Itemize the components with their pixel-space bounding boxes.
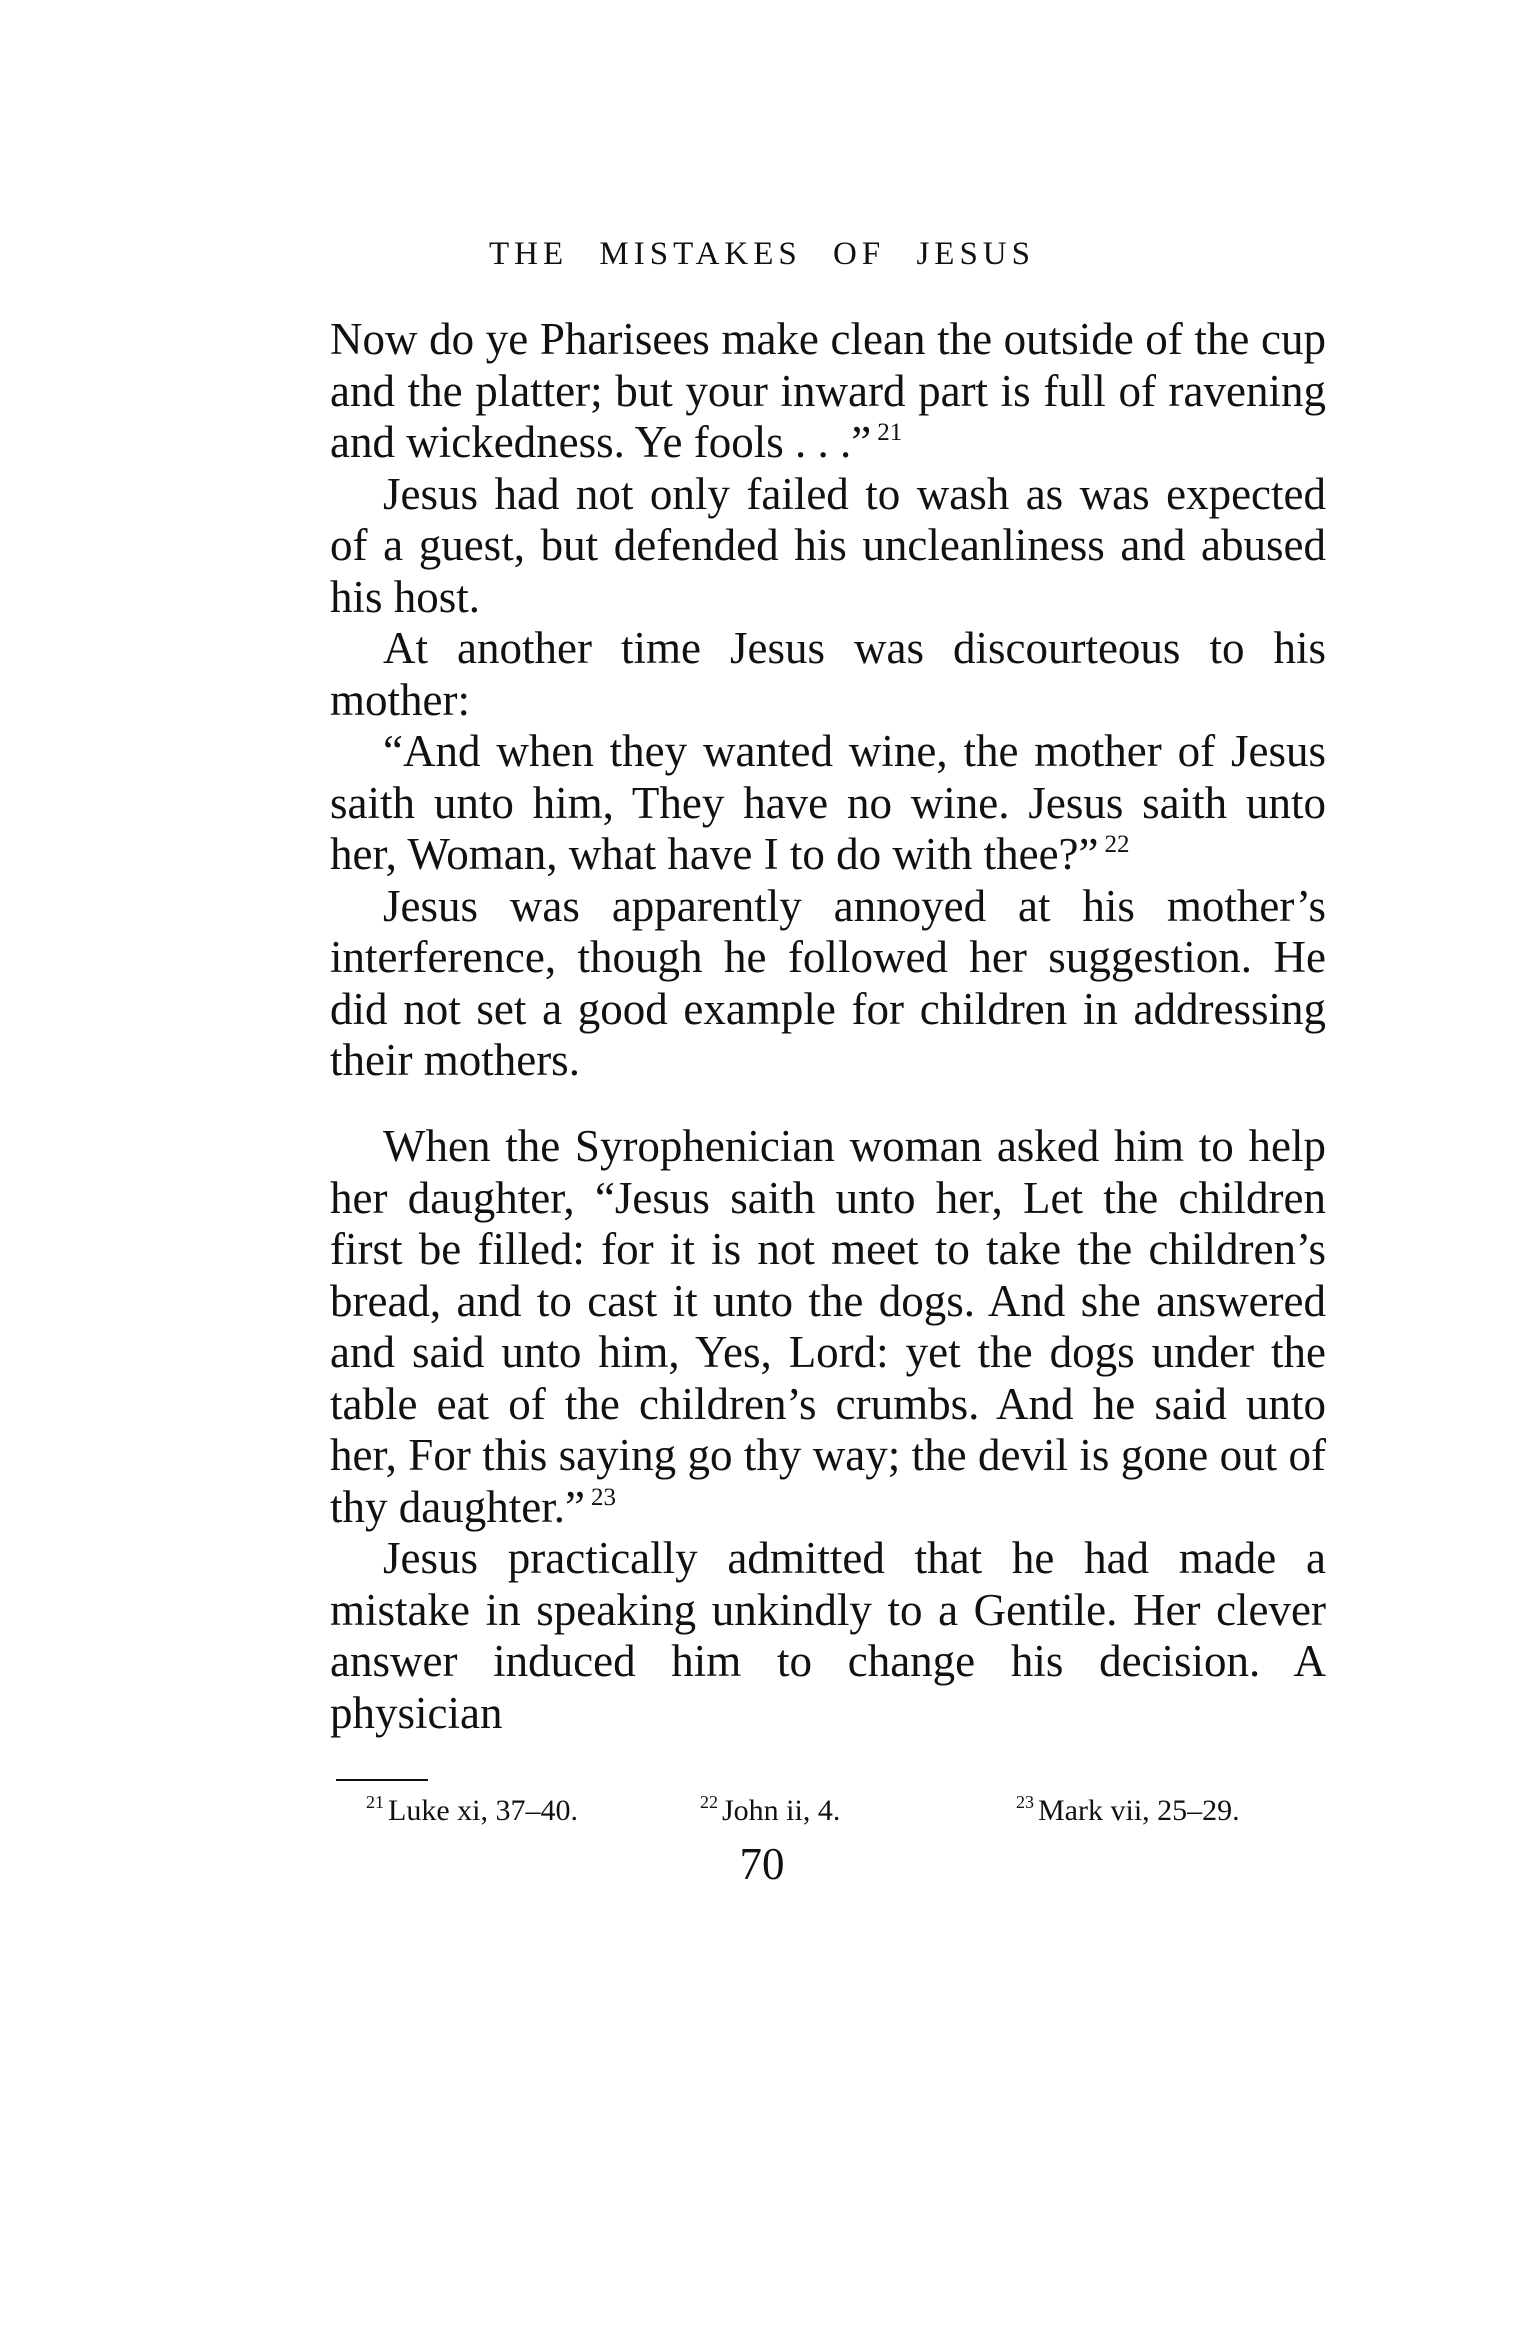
paragraph [330, 726, 1326, 881]
paragraph-text: Jesus was apparently annoyed at his mother’s interference, though he followed her suggestion. He did not set a good example for children in addressing their mothers. [330, 880, 1326, 1085]
footnote-text: Mark vii, 25–29. [1038, 1794, 1240, 1827]
paragraph [330, 623, 1326, 726]
footnote-text: John ii, 4. [722, 1794, 841, 1827]
footnote-ref: 23 [590, 1483, 616, 1511]
paragraph [330, 1121, 1326, 1533]
footnote [700, 1794, 840, 1828]
footnote-text: Luke xi, 37–40. [388, 1794, 578, 1827]
paragraph-text: At another time Jesus was discourteous to his mother: [330, 623, 1326, 725]
paragraph [330, 1533, 1326, 1739]
footnote-mark: 23 [1016, 1792, 1034, 1812]
footnote-mark: 21 [366, 1792, 384, 1812]
footnote-rule [336, 1779, 428, 1781]
footnote-ref: 21 [877, 419, 903, 446]
text-block-top [330, 314, 1326, 1087]
running-head: THE MISTAKES OF JESUS [489, 236, 1035, 272]
footnote-mark: 22 [700, 1792, 718, 1812]
paragraph-text: Jesus practically admitted that he had made a mistake in speaking unkindly to a Gentile. Her clever answer induced him to change his decision. A physician [330, 1533, 1326, 1738]
paragraph-text: Now do ye Pharisees make clean the outside of the cup and the platter; but your inward part is full of ravening and wickedness. Ye fools . . .” [330, 314, 1326, 467]
text-block-bottom [330, 1121, 1326, 1739]
page-number: 70 [739, 1839, 785, 1889]
footnote [366, 1794, 578, 1828]
paragraph-text: Jesus had not only failed to wash as was expected of a guest, but defended his uncleanliness and abused his host. [330, 468, 1326, 622]
paragraph-text: When the Syrophenician woman asked him to help her daughter, “Jesus saith unto her, Let the children first be filled: for it is not meet to take the children’s bread, and to cast it unto the dogs. And she answered and said unto him, Yes, Lord: yet the dogs under the table eat of the children’s crumbs. And he said unto her, For this saying go thy way; the devil is gone out of thy daughter.” [330, 1121, 1326, 1532]
paragraph [330, 469, 1326, 624]
paragraph [330, 881, 1326, 1087]
footnote-ref: 22 [1104, 831, 1130, 858]
footnote [1016, 1794, 1240, 1828]
paragraph-text: “And when they wanted wine, the mother of Jesus saith unto him, They have no wine. Jesus saith unto her, Woman, what have I to do with thee?” [330, 726, 1326, 879]
paragraph [330, 314, 1326, 469]
